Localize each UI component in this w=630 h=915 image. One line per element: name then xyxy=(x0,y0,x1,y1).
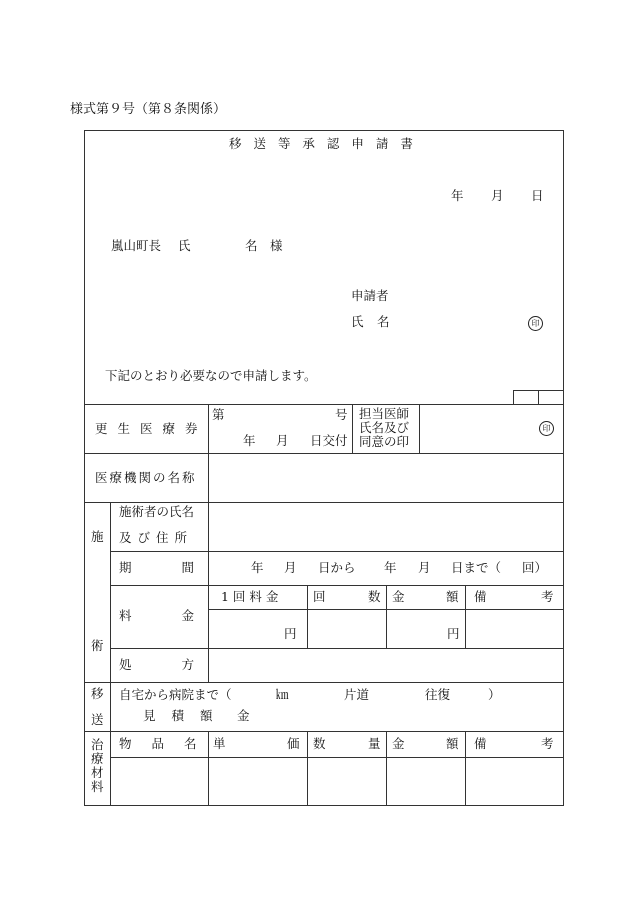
col-line-side-divider xyxy=(110,502,111,805)
prescription-label: 処方 xyxy=(119,657,245,672)
row-line-institution-top xyxy=(84,453,564,454)
materials-header-notes-1: 備 xyxy=(474,736,487,751)
materials-header-item: 物品名 xyxy=(119,736,217,751)
treatment-side-2: 術 xyxy=(91,638,104,653)
fee-header-amount-1: 金 xyxy=(392,589,405,604)
row-line-materials-header-bottom xyxy=(110,757,564,758)
transport-oneway: 片道 xyxy=(344,687,370,702)
period-year1: 年 xyxy=(251,560,264,575)
cert-doctor-label-3: 同意の印 xyxy=(359,434,410,449)
col-line-cert-mid xyxy=(352,404,353,453)
outer-border-bottom xyxy=(84,805,564,806)
cert-month: 月 xyxy=(276,433,289,448)
applicant-shi: 氏 xyxy=(351,314,364,329)
transport-side-2: 送 xyxy=(91,712,104,727)
period-month1: 月 xyxy=(284,560,297,575)
row-line-prescription-top xyxy=(110,648,564,649)
materials-header-amount-1: 金 xyxy=(392,736,405,751)
date-month: 月 xyxy=(491,188,504,203)
materials-header-amount-2: 額 xyxy=(446,736,459,751)
date-day: 日 xyxy=(531,188,544,203)
materials-side-3: 材 xyxy=(91,765,104,780)
col-line-mat-4 xyxy=(465,731,466,805)
fee-yen-1: 円 xyxy=(284,626,297,641)
addressee-name: 名 xyxy=(245,238,258,253)
fee-header-times-2: 数 xyxy=(368,589,381,604)
outer-border-top xyxy=(84,130,564,131)
applicant-seal-icon: 印 xyxy=(528,316,543,331)
materials-header-price-1: 単 xyxy=(213,736,226,751)
form-number: 様式第９号（第８条関係） xyxy=(70,102,227,117)
addressee-shi: 氏 xyxy=(178,238,191,253)
practitioner-label-1: 施術者の氏名 xyxy=(119,504,195,519)
period-to: 日まで（ xyxy=(451,560,502,575)
cert-doctor-label-2: 氏名及び xyxy=(359,420,410,435)
materials-header-notes-2: 考 xyxy=(541,736,554,751)
date-year: 年 xyxy=(451,188,464,203)
transport-close: ） xyxy=(488,687,501,702)
materials-side-2: 療 xyxy=(91,751,104,766)
institution-label: 医療機関の名称 xyxy=(95,470,197,485)
transport-estimate: 見 積 額 xyxy=(143,708,219,723)
col-line-fee-3 xyxy=(386,585,387,648)
materials-header-price-2: 価 xyxy=(287,736,300,751)
col-line-cert-doctor xyxy=(419,404,420,453)
fee-yen-2: 円 xyxy=(447,626,460,641)
row-line-cert-top xyxy=(84,404,564,405)
fee-label: 料金 xyxy=(119,608,245,623)
transport-side-1: 移 xyxy=(91,686,104,701)
applicant-label: 申請者 xyxy=(351,288,389,303)
certificate-label: 更生医療券 xyxy=(95,421,208,436)
row-line-treatment-top xyxy=(84,502,564,503)
materials-header-qty-1: 数 xyxy=(313,736,326,751)
applicant-name: 名 xyxy=(377,314,390,329)
col-line-mat-2 xyxy=(307,731,308,805)
transport-round: 往復 xyxy=(425,687,451,702)
period-label: 期間 xyxy=(119,560,245,575)
transport-route: 自宅から病院まで（ xyxy=(119,687,232,702)
col-line-mat-3 xyxy=(386,731,387,805)
row-line-period-top xyxy=(110,551,564,552)
fee-header-times-1: 回 xyxy=(313,589,326,604)
doctor-seal-icon: 印 xyxy=(539,421,554,436)
materials-header-qty-2: 量 xyxy=(368,736,381,751)
period-month2: 月 xyxy=(418,560,431,575)
small-box-left xyxy=(513,390,514,404)
fee-header-amount-2: 額 xyxy=(446,589,459,604)
materials-side-1: 治 xyxy=(91,737,104,752)
treatment-side-1: 施 xyxy=(91,529,104,544)
practitioner-label-2: 及び住所 xyxy=(119,530,194,545)
row-line-materials-top xyxy=(84,731,564,732)
outer-border-left xyxy=(84,130,85,806)
statement: 下記のとおり必要なので申請します。 xyxy=(105,368,317,383)
materials-side-4: 料 xyxy=(91,779,104,794)
addressee-mayor: 嵐山町長 xyxy=(111,238,162,253)
outer-border-right xyxy=(563,130,564,806)
transport-km: ㎞ xyxy=(276,687,289,702)
addressee-sama: 様 xyxy=(270,238,283,253)
cert-year: 年 xyxy=(243,433,256,448)
cert-dai: 第 xyxy=(212,407,225,422)
col-line-fee-2 xyxy=(307,585,308,648)
row-line-fee-top xyxy=(110,585,564,586)
col-line-fee-4 xyxy=(465,585,466,648)
period-year2: 年 xyxy=(384,560,397,575)
fee-header-notes-1: 備 xyxy=(474,589,487,604)
fee-header-unit: 1 回 料 金 xyxy=(221,589,279,604)
cert-doctor-label-1: 担当医師 xyxy=(359,406,410,421)
form-title: 移 送 等 承 認 申 請 書 xyxy=(229,136,417,151)
cert-issued: 日交付 xyxy=(310,433,348,448)
fee-header-notes-2: 考 xyxy=(541,589,554,604)
transport-kin: 金 xyxy=(237,708,250,723)
period-from: 日から xyxy=(318,560,356,575)
row-line-transport-top xyxy=(84,682,564,683)
period-times: 回） xyxy=(522,560,548,575)
cert-go: 号 xyxy=(335,407,348,422)
col-line-label-divider xyxy=(208,404,209,682)
small-box-divider xyxy=(538,390,539,404)
